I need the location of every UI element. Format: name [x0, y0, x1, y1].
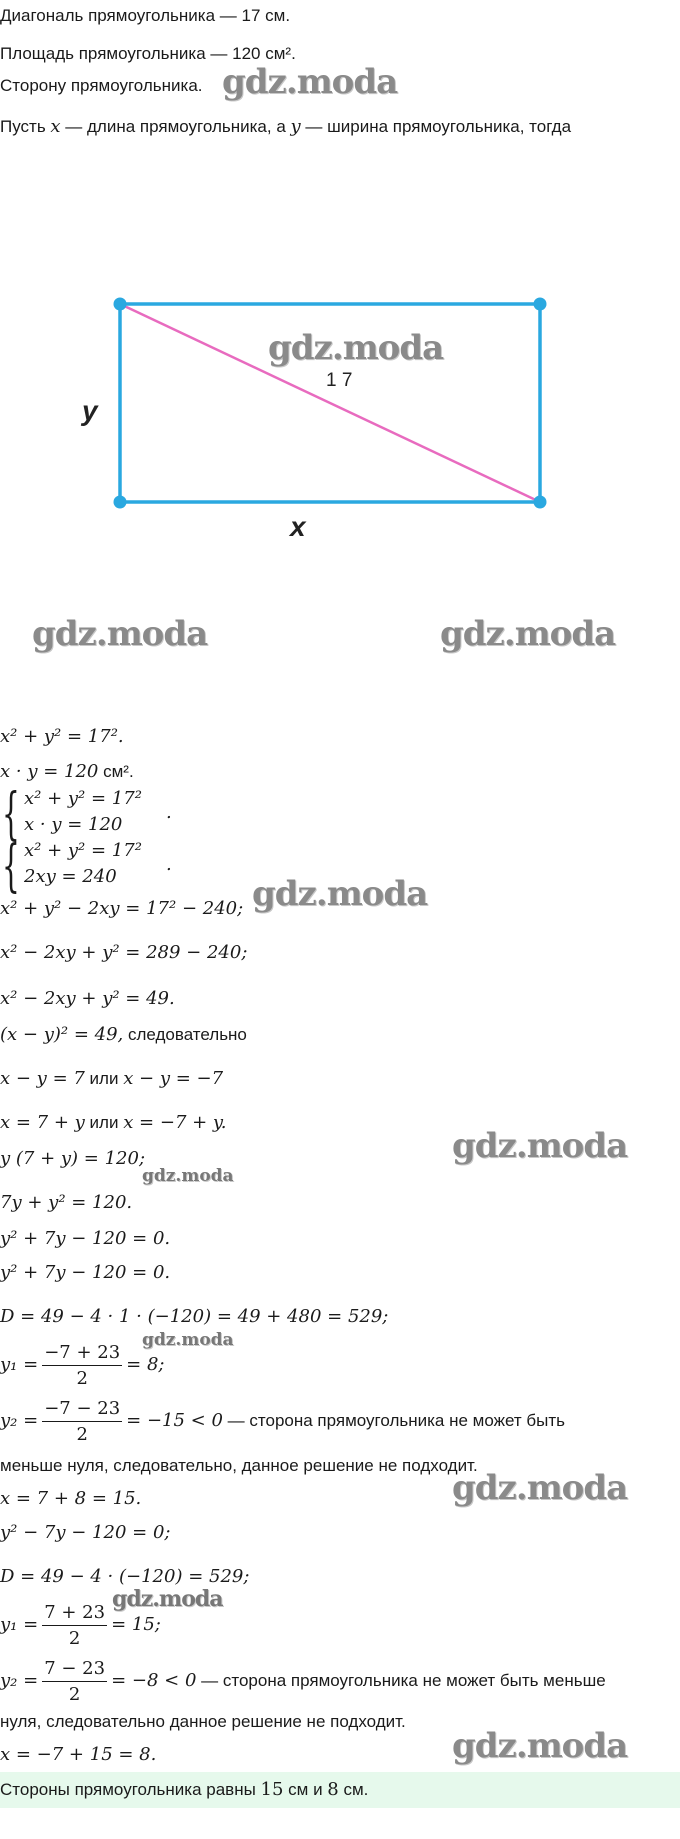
denominator: 2 [76, 1424, 88, 1445]
discriminant: D = 49 − 4 · 1 · (−120) = 49 + 480 = 529; [0, 1306, 389, 1327]
watermark: gdz.moda [452, 1126, 628, 1166]
system1-eq2: x · y = 120 [24, 814, 123, 835]
vertex [534, 496, 547, 509]
math: x = −7 + y. [123, 1112, 227, 1133]
math: y₁ = [0, 1613, 39, 1635]
watermark: gdz.moda [32, 614, 208, 654]
watermark: gdz.moda [268, 328, 444, 368]
denominator: 2 [68, 1628, 81, 1649]
text: или [84, 1113, 124, 1132]
math: x − y = 7 [0, 1068, 85, 1089]
equation-subtract: x² + y² − 2xy = 17² − 240; [0, 898, 244, 919]
given-diagonal: Диагональ прямоугольника — 17 см. [0, 6, 291, 25]
system1-end: . [166, 802, 172, 823]
equation-simplify: x² − 2xy + y² = 289 − 240; [0, 942, 248, 963]
numerator: −7 − 23 [42, 1398, 122, 1422]
math: y₂ = [0, 1409, 39, 1431]
math: x − y = −7 [123, 1068, 224, 1089]
numerator: 7 − 23 [42, 1658, 107, 1682]
watermark: gdz.moda [112, 1586, 223, 1612]
root-y1-2 [0, 1602, 161, 1649]
fraction [42, 1342, 122, 1389]
equation-substitute: y (7 + y) = 120; [0, 1148, 146, 1169]
equation-quadratic-2: y² − 7y − 120 = 0; [0, 1522, 171, 1543]
text: или [84, 1069, 124, 1088]
math: = 8; [126, 1353, 165, 1375]
numerator: −7 + 23 [42, 1342, 122, 1366]
math: y₂ = [0, 1669, 39, 1691]
answer-text: см. [338, 1780, 369, 1799]
text: — сторона прямоугольника не может быть [222, 1410, 565, 1430]
watermark: gdz.moda [440, 614, 616, 654]
equation-square [0, 1024, 247, 1045]
vertex [534, 298, 547, 311]
math: = −8 < 0 [111, 1669, 197, 1691]
given-area: Площадь прямоугольника — 120 см². [0, 44, 296, 63]
let-statement [0, 116, 571, 137]
math: x = 7 + y [0, 1112, 85, 1133]
root-y2-2-note: нуля, следовательно данное решение не подходит. [0, 1712, 406, 1731]
answer-length: 15 [260, 1779, 284, 1800]
system2-eq2: 2xy = 240 [24, 866, 117, 887]
system-brace: { [2, 834, 20, 899]
var-x: x [50, 116, 61, 137]
system2-eq1: x² + y² = 17² [24, 840, 142, 861]
equation-quadratic: y² + 7y − 120 = 0. [0, 1262, 171, 1283]
answer-text: Стороны прямоугольника равны [0, 1780, 261, 1799]
text: следовательно [123, 1025, 247, 1044]
watermark: gdz.moda [142, 1166, 234, 1186]
system-brace: { [2, 782, 20, 847]
vertex [114, 298, 127, 311]
math: = −15 < 0 [126, 1409, 223, 1431]
watermark: gdz.moda [142, 1330, 234, 1350]
system1-eq1: x² + y² = 17² [24, 788, 142, 809]
fraction [42, 1658, 107, 1705]
let-text: — ширина прямоугольника, тогда [300, 117, 572, 136]
root-y2-note: меньше нуля, следовательно, данное решение не подходит. [0, 1456, 478, 1475]
vertex [114, 496, 127, 509]
equation-49: x² − 2xy + y² = 49. [0, 988, 175, 1009]
root-y1 [0, 1342, 165, 1389]
equation-x-value: x = 7 + 8 = 15. [0, 1488, 142, 1509]
root-y2 [0, 1398, 565, 1445]
var-y: y [290, 116, 301, 137]
equation-area [0, 761, 134, 782]
fraction [42, 1602, 107, 1649]
text: — сторона прямоугольника не может быть меньше [196, 1670, 606, 1690]
watermark: gdz.moda [452, 1468, 628, 1508]
denominator: 2 [76, 1368, 88, 1389]
equation-quadratic: y² + 7y − 120 = 0. [0, 1228, 171, 1249]
answer-text: см и [283, 1780, 328, 1799]
math: y₁ = [0, 1353, 39, 1375]
label-x: x [290, 511, 306, 542]
label-diagonal: 1 7 [326, 370, 353, 391]
equation-difference [0, 1068, 223, 1089]
watermark: gdz.moda [222, 62, 398, 102]
numerator: 7 + 23 [42, 1602, 107, 1626]
math: x · y = 120 [0, 761, 99, 782]
answer-box [0, 1772, 680, 1808]
math: (x − y)² = 49, [0, 1024, 124, 1045]
answer-width: 8 [327, 1779, 339, 1800]
equation-x-value-2: x = −7 + 15 = 8. [0, 1744, 157, 1765]
watermark: gdz.moda [452, 1726, 628, 1766]
equation-expand: 7y + y² = 120. [0, 1192, 133, 1213]
fraction [42, 1398, 122, 1445]
equation-pythagoras: x² + y² = 17². [0, 726, 124, 747]
root-y2-2 [0, 1658, 606, 1705]
equation-x-expr [0, 1112, 226, 1133]
let-text: — длина прямоугольника, а [60, 117, 291, 136]
unit: см². [98, 762, 134, 781]
find-sides: Сторону прямоугольника. [0, 76, 203, 95]
denominator: 2 [68, 1684, 81, 1705]
let-text: Пусть [0, 117, 51, 136]
label-y: y [82, 395, 98, 426]
discriminant-2: D = 49 − 4 · (−120) = 529; [0, 1566, 250, 1587]
math: = 15; [111, 1613, 161, 1635]
watermark: gdz.moda [252, 874, 428, 914]
system2-end: . [166, 854, 172, 875]
